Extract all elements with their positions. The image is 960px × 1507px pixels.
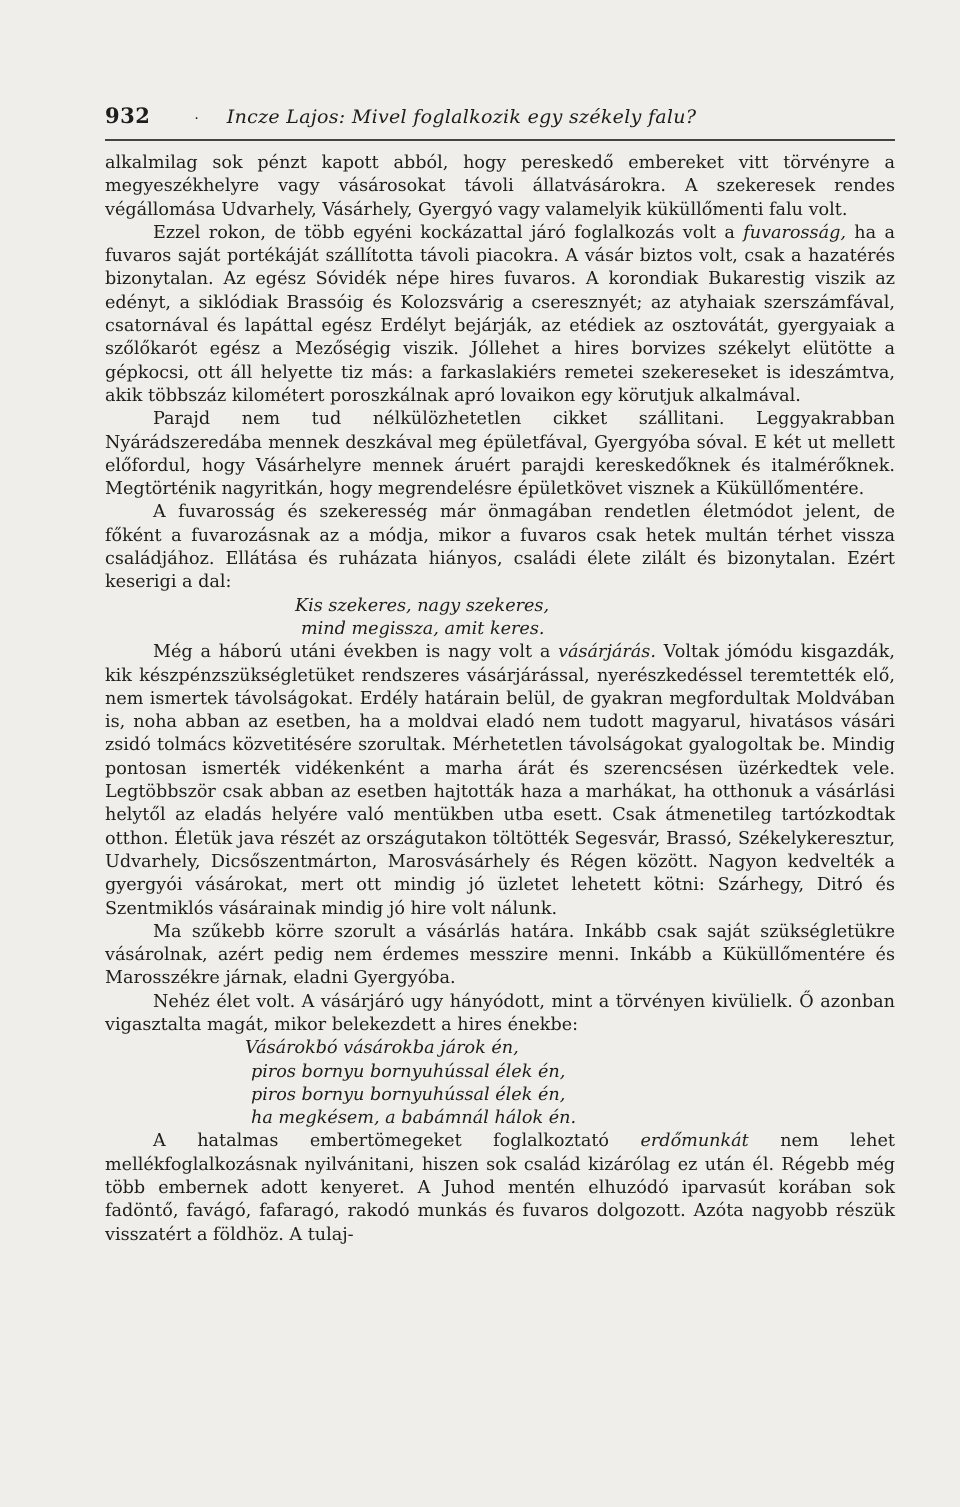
verse-szekeres [105, 595, 895, 642]
paragraph-5-start: Még a háború utáni években is nagy volt a [153, 642, 559, 663]
verse-line: Kis szekeres, nagy szekeres, [295, 595, 550, 616]
paragraph-8-rest: nem lehet mellékfoglalkozásnak nyilvánitani, hiszen sok család kizárólag ez után él. Régebb még több embernek adott kenyeret. A Juhod mentén elhuzódó iparvasút korában sok fadöntő, favágó, fafaragó, rakodó munkás és fuvaros dolgozott. Azóta nagyobb részük visszatért a földhöz. A tulaj- [105, 1131, 895, 1245]
paragraph-7: Nehéz élet volt. A vásárjáró ugy hányódott, mint a törvényen kivülielk. Ő azonban vigasztalta magát, mikor belekezdett a hires énekbe: [105, 991, 895, 1035]
article-body [105, 152, 895, 1482]
term-erdomunka: erdőmunkát [640, 1131, 749, 1152]
running-title: Incze Lajos: Mivel foglalkozik egy székely falu? [226, 106, 697, 128]
paragraph-3: Parajd nem tud nélkülözhetetlen cikket szállitani. Leggyakrabban Nyárádszeredába mennek deszkával meg épületfával, Gyergyóba sóval. E két ut mellett előfordul, hogy Vásárhelyre mennek áruért parajdi kereskedőknek és italmérőknek. Megtörténik nagyritkán, hogy megrendelésre épületkövet visznek a Küküllőmentére. [105, 409, 895, 500]
paragraph-8-start: A hatalmas embertömegeket foglalkoztató [153, 1131, 641, 1152]
page-number: 932 [105, 103, 151, 128]
verse-line: piros bornyu bornyuhússal élek én, [251, 1084, 566, 1105]
paragraph-2 [105, 222, 895, 408]
verse-line: mind megissza, amit keres. [301, 618, 545, 639]
verse-line: Vásárokbó vásárokba járok én, [245, 1038, 519, 1059]
term-fuvarossag: fuvarosság, [743, 222, 846, 243]
paragraph-5-rest: Voltak jómódu kisgazdák, kik készpénzszükségletüket rendszeres vásárjárással, nyerészkedéssel teremtették elő, nem ismertek távolságokat. Erdély határain belül, de gyakran megfordultak Moldvában is, noha abban az esetben, ha a moldvai eladó nem tudott magyarul, hivatásos vásári zsidó tolmács közvetitésére szorultak. Mérhetetlen távolságokat gyalogoltak be. Mindig pontosan ismerték vidékenként a marha árát és szerencsésen üzérkedtek vele. Legtöbbször csak abban az esetben hajtották haza a marhákat, ha otthonuk a vásárlási helytől az eladás helyére való mentükben utba esett. Csak átmenetileg tartózkodtak otthon. Életük java részét az országutakon töltötték Segesvár, Brassó, Székelykeresztur, Udvarhely, Dicsőszentmárton, Marosvásárhely és Régen között. Nagyon kedvelték a gyergyói vásárokat, mert ott mindig jó üzletet lehetett kötni: Szárhegy, Ditró és Szentmiklós vásárainak mindig jó hire volt nálunk. [105, 642, 895, 919]
verse-vasarjaro [105, 1037, 895, 1130]
paragraph-1: alkalmilag sok pénzt kapott abból, hogy pereskedő embereket vitt törvényre a megyeszékhelyre vagy vásárosokat távoli állatvásárokra. A szekeresek rendes végállomása Udvarhely, Vásárhely, Gyergyó vagy valamelyik küküllőmenti falu volt. [105, 153, 895, 220]
paragraph-8 [105, 1130, 895, 1246]
paragraph-4: A fuvarosság és szekeresség már önmagában rendetlen életmódot jelent, de főként a fuvarozásnak az a módja, mikor a fuvaros csak hetek multán térhet vissza családjához. Ellátása és ruházata hiányos, családi élete zilált és bizonytalan. Ezért keserigi a dal: [105, 502, 895, 593]
header-dot: · [194, 111, 199, 127]
term-vasarjaras: vásárjárás. [558, 642, 656, 663]
verse-line: piros bornyu bornyuhússal élek én, [251, 1061, 566, 1082]
running-header [105, 103, 895, 137]
header-rule [105, 139, 895, 141]
paragraph-2-start: Ezzel rokon, de több egyéni kockázattal járó foglalkozás volt a [153, 222, 744, 243]
verse-line: ha megkésem, a babámnál hálok én. [251, 1108, 577, 1129]
paragraph-6: Ma szűkebb körre szorult a vásárlás határa. Inkább csak saját szükségletükre vásárolnak, azért pedig nem érdemes messzire menni. Inkább a Küküllőmentére és Marosszékre járnak, eladni Gyergyóba. [105, 921, 895, 989]
paragraph-5 [105, 641, 895, 921]
paragraph-2-rest: ha a fuvaros saját portékáját szállította távoli piacokra. A vásár biztos volt, csak a hazatérés bizonytalan. Az egész Sóvidék népe hires fuvaros. A korondiak Bukarestig viszik az edényt, a siklódiak Brassóig és Kolozsvárig a cseresznyét; az atyhaiak szerszámfával, csatornával és lapáttal egész Erdélyt bejárják, az etédiek az osztovátát, gyergyaiak a szőlőkarót egész a Mezőségig viszik. Jóllehet a hires borvizes székelyt elütötte a gépkocsi, ott áll helyette tiz más: a farkaslakiérs remetei szekereseket is ideszámtva, akik többszáz kilométert poroszkálnak apró lovaikon egy körutjuk alkalmával. [105, 222, 895, 406]
